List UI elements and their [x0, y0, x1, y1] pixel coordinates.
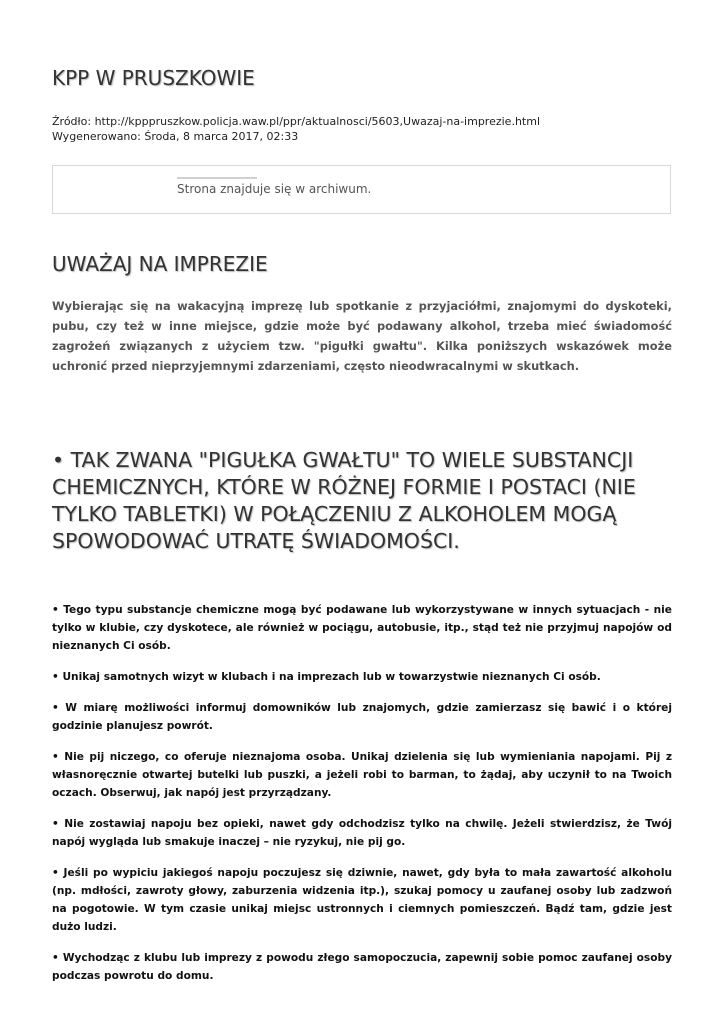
article-title: UWAŻAJ NA IMPREZIE [52, 252, 268, 276]
archive-divider [177, 177, 257, 179]
generated-line: Wygenerowano: Środa, 8 marca 2017, 02:33 [52, 130, 299, 143]
list-item: • Wychodząc z klubu lub imprezy z powodu złego samopoczucia, zapewnij sobie pomoc zaufanej osoby podczas powrotu do domu. [52, 952, 672, 982]
article-lead: Wybierając się na wakacyjną imprezę lub spotkanie z przyjaciółmi, znajomymi do dyskoteki, pubu, czy też w inne miejsce, gdzie może być podawany alkohol, trzeba mieć świadomość zagrożeń związanych z użyciem tzw. "pigułki gwałtu". Kilka poniższych wskazówek może uchronić przed nieprzyjemnymi zdarzeniami, często nieodwracalnymi w skutkach. [52, 299, 672, 373]
list-item: • Nie zostawiaj napoju bez opieki, nawet gdy odchodzisz tylko na chwilę. Jeżeli stwierdzisz, że Twój napój wygląda lub smakuje inaczej – nie ryzykuj, nie pij go. [52, 818, 672, 848]
list-item: • Jeśli po wypiciu jakiegoś napoju poczujesz się dziwnie, nawet, gdy była to mała zawartość alkoholu (np. mdłości, zawroty głowy, zaburzenia widzenia itp.), szukaj pomocy u zaufanej osoby lub zadzwoń na pogotowie. W tym czasie unikaj miejsc ustronnych i ciemnych pomieszczeń. Bądź tam, gdzie jest dużo ludzi. [52, 867, 672, 933]
list-item: • Tego typu substancje chemiczne mogą być podawane lub wykorzystywane w innych sytuacjach - nie tylko w klubie, czy dyskotece, ale również w pociągu, autobusie, itp., stąd też nie przyjmuj napojów od nieznanych Ci osób. [52, 604, 672, 652]
document-meta [52, 114, 540, 144]
list-item: • Unikaj samotnych wizyt w klubach i na imprezach lub w towarzystwie nieznanych Ci osób. [52, 671, 601, 683]
list-item: • W miarę możliwości informuj domowników lub znajomych, gdzie zamierzasz się bawić i o której godzinie planujesz powrót. [52, 702, 672, 732]
list-item: • Nie pij niczego, co oferuje nieznajoma osoba. Unikaj dzielenia się lub wymieniania napojami. Pij z własnoręcznie otwartej butelki lub puszki, a jeżeli robi to barman, to żądaj, aby uczynił to na Twoich oczach. Obserwuj, jak napój jest przyrządzany. [52, 751, 672, 799]
tips-list [52, 601, 672, 998]
archive-notice [52, 165, 671, 214]
archive-notice-text: Strona znajduje się w archiwum. [177, 182, 372, 196]
source-line: Źródło: http://kpppruszkow.policja.waw.pl/ppr/aktualnosci/5603,Uwazaj-na-imprezie.html [52, 115, 541, 128]
site-title: KPP W PRUSZKOWIE [52, 66, 255, 90]
article-subheading: • TAK ZWANA "PIGUŁKA GWAŁTU" TO WIELE SUBSTANCJI CHEMICZNYCH, KTÓRE W RÓŻNEJ FORMIE I POSTACI (NIE TYLKO TABLETKI) W POŁĄCZENIU Z ALKOHOLEM MOGĄ SPOWODOWAĆ UTRATĘ ŚWIADOMOŚCI. [52, 448, 636, 553]
